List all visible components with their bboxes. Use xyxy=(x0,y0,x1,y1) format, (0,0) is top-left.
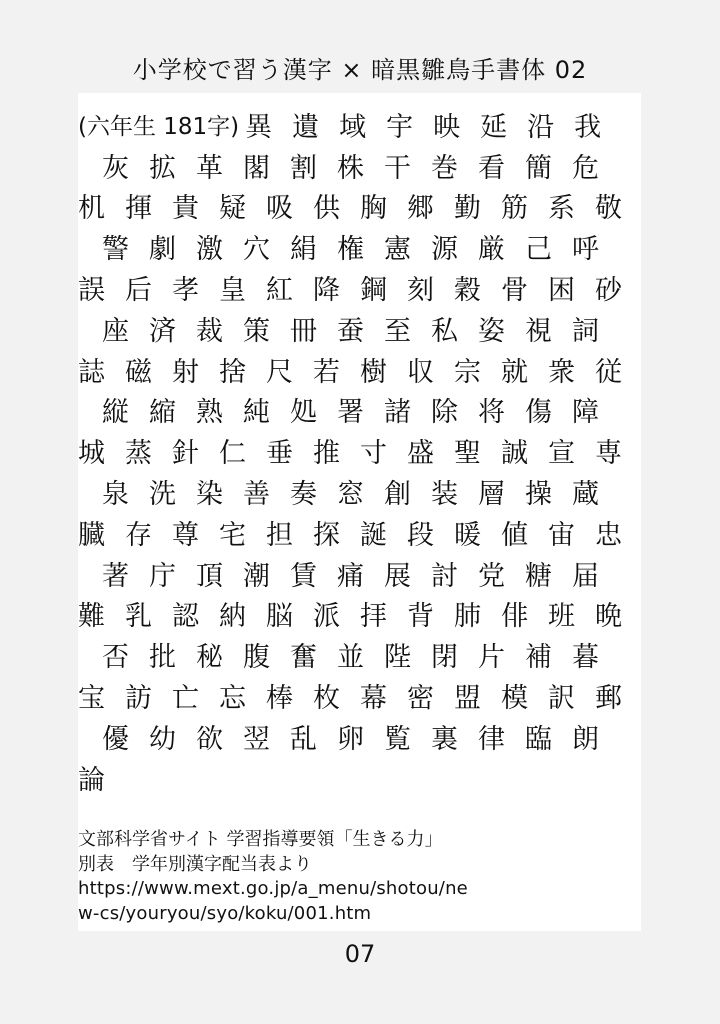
kanji-row xyxy=(78,594,641,635)
kanji-character: 届 xyxy=(572,560,599,592)
kanji-character: 敬 xyxy=(595,193,622,225)
kanji-character: 展 xyxy=(384,560,411,592)
kanji-character: 縦 xyxy=(102,397,129,429)
kanji-character: 熟 xyxy=(196,397,223,429)
kanji-character: 肺 xyxy=(454,601,481,633)
kanji-character: 警 xyxy=(102,234,129,266)
kanji-row xyxy=(78,145,641,186)
kanji-sheet xyxy=(78,93,641,931)
kanji-character: 若 xyxy=(313,356,340,388)
kanji-character: 納 xyxy=(219,601,246,633)
kanji-character: 誤 xyxy=(78,275,105,307)
kanji-character: 貴 xyxy=(172,193,199,225)
kanji-character: 蔵 xyxy=(572,479,599,511)
kanji-character: 従 xyxy=(595,356,622,388)
kanji-character: 並 xyxy=(337,642,364,674)
kanji-character: 私 xyxy=(431,315,458,347)
kanji-character: 乱 xyxy=(290,723,317,755)
kanji-character: 秘 xyxy=(196,642,223,674)
kanji-character: 処 xyxy=(290,397,317,429)
kanji-character: 垂 xyxy=(266,438,293,470)
kanji-character: 層 xyxy=(478,479,505,511)
kanji-character: 仁 xyxy=(219,438,246,470)
kanji-character: 穀 xyxy=(454,275,481,307)
kanji-character: 宇 xyxy=(386,111,414,143)
kanji-character: 聖 xyxy=(454,438,481,470)
kanji-row xyxy=(78,186,641,227)
kanji-character: 賃 xyxy=(290,560,317,592)
kanji-character: 拡 xyxy=(149,152,176,184)
kanji-character: 討 xyxy=(431,560,458,592)
kanji-character: 延 xyxy=(480,111,508,143)
kanji-character: 泉 xyxy=(102,479,129,511)
kanji-character: 党 xyxy=(478,560,505,592)
kanji-character: 沿 xyxy=(527,111,555,143)
kanji-character: 揮 xyxy=(125,193,152,225)
kanji-character: 専 xyxy=(595,438,622,470)
kanji-character: 担 xyxy=(266,519,293,551)
kanji-character: 乳 xyxy=(125,601,152,633)
kanji-row xyxy=(78,512,641,553)
kanji-character: 俳 xyxy=(501,601,528,633)
kanji-character: 閉 xyxy=(431,642,458,674)
kanji-character: 筋 xyxy=(501,193,528,225)
kanji-character: 厳 xyxy=(478,234,505,266)
kanji-character: 憲 xyxy=(384,234,411,266)
kanji-character: 批 xyxy=(149,642,176,674)
kanji-character: 郷 xyxy=(407,193,434,225)
kanji-character: 派 xyxy=(313,601,340,633)
kanji-character: 創 xyxy=(384,479,411,511)
kanji-character: 優 xyxy=(102,723,129,755)
kanji-character: 否 xyxy=(102,642,129,674)
kanji-character: 論 xyxy=(78,764,105,796)
kanji-character: 誕 xyxy=(360,519,387,551)
kanji-character: 疑 xyxy=(219,193,246,225)
kanji-character: 盛 xyxy=(407,438,434,470)
kanji-character: 鋼 xyxy=(360,275,387,307)
kanji-character: 域 xyxy=(339,111,367,143)
kanji-character: 窓 xyxy=(337,479,364,511)
kanji-character: 刻 xyxy=(407,275,434,307)
kanji-character: 諸 xyxy=(384,397,411,429)
kanji-character: 策 xyxy=(243,315,270,347)
kanji-character: 巻 xyxy=(431,152,458,184)
kanji-character: 晩 xyxy=(595,601,622,633)
kanji-row xyxy=(78,471,641,512)
kanji-character: 射 xyxy=(172,356,199,388)
kanji-character: 腹 xyxy=(243,642,270,674)
grade-label: (六年生 181字) xyxy=(78,113,240,140)
kanji-character: 裁 xyxy=(196,315,223,347)
kanji-character: 宙 xyxy=(548,519,575,551)
kanji-character: 困 xyxy=(548,275,575,307)
kanji-character: 蒸 xyxy=(125,438,152,470)
kanji-character: 株 xyxy=(337,152,364,184)
kanji-character: 覧 xyxy=(384,723,411,755)
kanji-character: 宣 xyxy=(548,438,575,470)
kanji-character: 磁 xyxy=(125,356,152,388)
kanji-character: 裏 xyxy=(431,723,458,755)
kanji-character: 異 xyxy=(245,111,273,143)
kanji-row xyxy=(78,267,641,308)
kanji-character: 奮 xyxy=(290,642,317,674)
kanji-character: 呼 xyxy=(572,234,599,266)
kanji-character: 忘 xyxy=(219,683,246,715)
kanji-character: 除 xyxy=(431,397,458,429)
kanji-character: 欲 xyxy=(196,723,223,755)
kanji-character: 后 xyxy=(125,275,152,307)
kanji-character: 臓 xyxy=(78,519,105,551)
kanji-character: 詞 xyxy=(572,315,599,347)
kanji-character: 激 xyxy=(196,234,223,266)
kanji-character: 収 xyxy=(407,356,434,388)
kanji-character: 庁 xyxy=(149,560,176,592)
kanji-row xyxy=(78,104,641,145)
kanji-character: 宗 xyxy=(454,356,481,388)
kanji-character: 枚 xyxy=(313,683,340,715)
kanji-character: 灰 xyxy=(102,152,129,184)
kanji-character: 城 xyxy=(78,438,105,470)
kanji-character: 拝 xyxy=(360,601,387,633)
kanji-character: 系 xyxy=(548,193,575,225)
source-line-2: 別表 学年別漢字配当表より xyxy=(78,853,312,875)
kanji-character: 暮 xyxy=(572,642,599,674)
source-url-line-2: w-cs/youryou/syo/koku/001.htm xyxy=(78,902,372,924)
kanji-character: 机 xyxy=(78,193,105,225)
kanji-character: 傷 xyxy=(525,397,552,429)
kanji-character: 遺 xyxy=(292,111,320,143)
kanji-row xyxy=(78,349,641,390)
kanji-character: 模 xyxy=(501,683,528,715)
kanji-character: 署 xyxy=(337,397,364,429)
kanji-character: 我 xyxy=(574,111,602,143)
kanji-character: 推 xyxy=(313,438,340,470)
page-number: 07 xyxy=(344,940,376,968)
kanji-character: 座 xyxy=(102,315,129,347)
kanji-character: 危 xyxy=(572,152,599,184)
kanji-character: 簡 xyxy=(525,152,552,184)
kanji-character: 絹 xyxy=(290,234,317,266)
kanji-character: 翌 xyxy=(243,723,270,755)
kanji-character: 皇 xyxy=(219,275,246,307)
kanji-character: 片 xyxy=(478,642,505,674)
kanji-character: 誌 xyxy=(78,356,105,388)
kanji-character: 宝 xyxy=(78,683,105,715)
kanji-character: 劇 xyxy=(149,234,176,266)
kanji-character: 奏 xyxy=(290,479,317,511)
kanji-character: 姿 xyxy=(478,315,505,347)
kanji-character: 訪 xyxy=(125,683,152,715)
kanji-character: 割 xyxy=(290,152,317,184)
kanji-character: 捨 xyxy=(219,356,246,388)
kanji-row xyxy=(78,757,641,798)
kanji-character: 探 xyxy=(313,519,340,551)
kanji-character: 視 xyxy=(525,315,552,347)
kanji-character: 洗 xyxy=(149,479,176,511)
kanji-character: 亡 xyxy=(172,683,199,715)
kanji-character: 操 xyxy=(525,479,552,511)
kanji-row xyxy=(78,634,641,675)
kanji-character: 干 xyxy=(384,152,411,184)
source-line-1: 文部科学省サイト 学習指導要領「生きる力」 xyxy=(78,829,443,850)
kanji-character: 装 xyxy=(431,479,458,511)
kanji-character: 棒 xyxy=(266,683,293,715)
kanji-character: 糖 xyxy=(525,560,552,592)
kanji-character: 暖 xyxy=(454,519,481,551)
kanji-row xyxy=(78,226,641,267)
kanji-character: 縮 xyxy=(149,397,176,429)
kanji-character: 吸 xyxy=(266,193,293,225)
kanji-character: 班 xyxy=(548,601,575,633)
kanji-character: 幼 xyxy=(149,723,176,755)
kanji-character: 尊 xyxy=(172,519,199,551)
kanji-character: 難 xyxy=(78,601,105,633)
kanji-character: 衆 xyxy=(548,356,575,388)
kanji-character: 紅 xyxy=(266,275,293,307)
kanji-character: 著 xyxy=(102,560,129,592)
source-note xyxy=(78,828,641,926)
kanji-character: 済 xyxy=(149,315,176,347)
kanji-character: 映 xyxy=(433,111,461,143)
kanji-character: 胸 xyxy=(360,193,387,225)
kanji-character: 純 xyxy=(243,397,270,429)
kanji-character: 穴 xyxy=(243,234,270,266)
kanji-character: 律 xyxy=(478,723,505,755)
kanji-character: 骨 xyxy=(501,275,528,307)
kanji-character: 忠 xyxy=(595,519,622,551)
kanji-character: 閣 xyxy=(243,152,270,184)
kanji-character: 障 xyxy=(572,397,599,429)
kanji-character: 将 xyxy=(478,397,505,429)
kanji-grid xyxy=(78,104,641,798)
kanji-character: 染 xyxy=(196,479,223,511)
kanji-character: 革 xyxy=(196,152,223,184)
kanji-character: 源 xyxy=(431,234,458,266)
kanji-character: 供 xyxy=(313,193,340,225)
kanji-row xyxy=(78,390,641,431)
kanji-character: 寸 xyxy=(360,438,387,470)
page-title: 小学校で習う漢字 × 暗黒雛鳥手書体 02 xyxy=(132,56,588,84)
kanji-character: 陛 xyxy=(384,642,411,674)
kanji-character: 砂 xyxy=(595,275,622,307)
kanji-character: 脳 xyxy=(266,601,293,633)
kanji-character: 冊 xyxy=(290,315,317,347)
kanji-character: 段 xyxy=(407,519,434,551)
kanji-character: 孝 xyxy=(172,275,199,307)
kanji-character: 値 xyxy=(501,519,528,551)
kanji-character: 看 xyxy=(478,152,505,184)
kanji-character: 誠 xyxy=(501,438,528,470)
kanji-character: 潮 xyxy=(243,560,270,592)
kanji-row xyxy=(78,308,641,349)
kanji-character: 補 xyxy=(525,642,552,674)
kanji-character: 存 xyxy=(125,519,152,551)
kanji-row xyxy=(78,430,641,471)
kanji-character: 訳 xyxy=(548,683,575,715)
kanji-character: 就 xyxy=(501,356,528,388)
kanji-character: 盟 xyxy=(454,683,481,715)
kanji-row xyxy=(78,675,641,716)
kanji-character: 至 xyxy=(384,315,411,347)
kanji-character: 密 xyxy=(407,683,434,715)
kanji-character: 尺 xyxy=(266,356,293,388)
kanji-character: 蚕 xyxy=(337,315,364,347)
source-url-line-1: https://www.mext.go.jp/a_menu/shotou/ne xyxy=(78,878,468,899)
kanji-character: 勤 xyxy=(454,193,481,225)
kanji-character: 痛 xyxy=(337,560,364,592)
kanji-character: 針 xyxy=(172,438,199,470)
kanji-character: 頂 xyxy=(196,560,223,592)
kanji-character: 権 xyxy=(337,234,364,266)
kanji-character: 背 xyxy=(407,601,434,633)
kanji-character: 善 xyxy=(243,479,270,511)
kanji-character: 認 xyxy=(172,601,199,633)
kanji-row xyxy=(78,716,641,757)
kanji-character: 降 xyxy=(313,275,340,307)
kanji-row xyxy=(78,553,641,594)
kanji-character: 樹 xyxy=(360,356,387,388)
kanji-character: 郵 xyxy=(595,683,622,715)
kanji-character: 宅 xyxy=(219,519,246,551)
kanji-character: 己 xyxy=(525,234,552,266)
kanji-character: 臨 xyxy=(525,723,552,755)
kanji-character: 卵 xyxy=(337,723,364,755)
kanji-character: 幕 xyxy=(360,683,387,715)
kanji-character: 朗 xyxy=(572,723,599,755)
